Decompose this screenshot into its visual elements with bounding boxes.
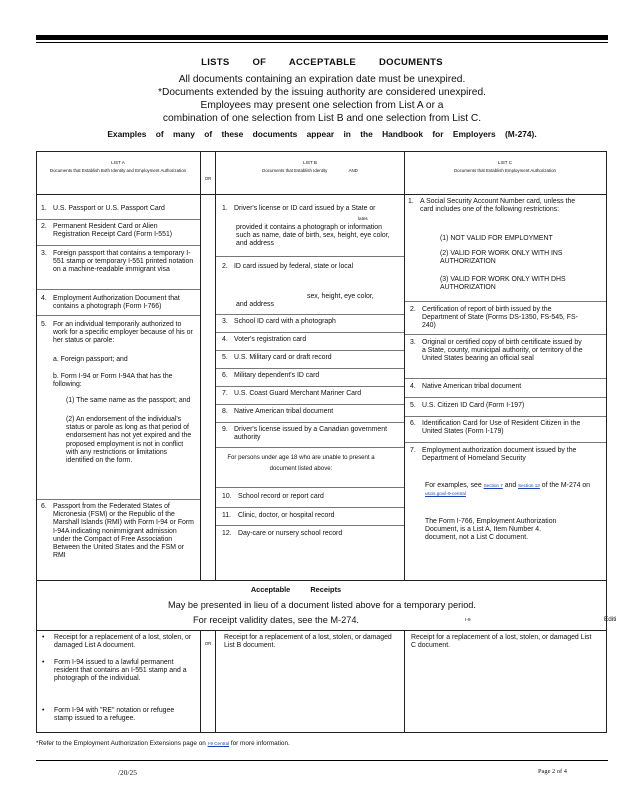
list-a-text: Employment Authorization Document that contains a photograph (Form I-766) [53,295,180,311]
receipt-a-3 [42,707,197,723]
list-b-text: Voter's registration card [234,336,307,343]
list-b-text: Driver's license issued by a Canadian government authority [234,426,387,442]
list-c-num: 2. [410,306,416,313]
list-b-sep [216,350,404,351]
intro-line-5: Examples of many of these documents appear in the Handbook for Employers (M-274). [107,129,537,139]
list-c-restriction-3: (3) VALID FOR WORK ONLY WITH DHS AUTHORIZATION [440,276,566,292]
list-b-item-2-cont: sex, height, eye color, [307,293,374,300]
list-a-item-5a: a. Foreign passport; and [53,356,128,363]
list-b-item-1 [222,205,400,213]
list-c-sep [405,378,606,379]
list-c-examples-text: For examples, see [425,482,482,489]
receipt-a-text: Form I-94 issued to a lawful permanent resident that contains an I-551 stamp and a photograph of the individual. [54,659,187,683]
list-b-text: Native American tribal document [234,408,334,415]
list-c-m274-text: of the M-274 on [541,482,591,489]
list-a-sep [37,245,200,246]
list-a-sep [37,315,200,316]
list-b-num: 9. [222,426,228,433]
list-c-num: 3. [410,339,416,346]
list-b-item-5 [222,354,400,362]
list-b-num: 3. [222,318,228,325]
bullet-icon: • [42,707,45,714]
list-c-num: 7. [410,447,416,454]
list-c-item-6 [410,420,602,436]
list-b-text: School ID card with a photograph [234,318,336,325]
list-c-text: A Social Security Account Number card, unless the card includes one of the following restrictions: [420,198,576,214]
list-a-item-5b2: (2) An endorsement of the individual's status or parole as long as that period of endorsement has not yet expired and the proposed employment is not in conflict with any restrictions or limitations identified on the form. [66,416,192,465]
receipt-a-1 [42,634,197,650]
list-c-item-7 [410,447,602,463]
list-a-text: Foreign passport that contains a temporary I-551 stamp or temporary I-551 printed notation on a machine-readable immigrant visa [53,250,194,274]
list-b-sep [216,447,404,448]
list-c-sep [405,301,606,302]
list-b-item-1-cont: provided it contains a photograph or information such as name, date of birth, sex, height, eye color, and address [236,224,390,248]
list-c-header [410,160,600,174]
list-b-sep [216,487,404,488]
list-b-text: Clinic, doctor, or hospital record [238,512,335,519]
receipts-title: Acceptable Receipts [250,585,342,594]
receipts-line-2: For receipt validity dates, see the M-274. [193,615,359,625]
list-a-item-4 [41,295,196,311]
list-a-text: For an individual temporarily authorized to work for a specific employer because of his or her status or parole: [53,321,193,345]
list-b-num: 7. [222,390,228,397]
list-c-text: Identification Card for Use of Resident Citizen in the United States (Form I-179) [422,420,581,436]
divider-a [200,151,201,580]
list-a-subtitle: Documents that Establish Both Identity and Employment Authorization [49,168,187,173]
list-b-text: ID card issued by federal, state or local [234,263,354,270]
list-a-sep [37,219,200,220]
list-c-item-5 [410,402,602,410]
list-c-item-3 [410,339,602,364]
list-b-item-10 [222,493,400,501]
list-a-text: Passport from the Federated States of Micronesia (FSM) or the Republic of the Marshall Islands (RMI) with Form I-94 or Form I-94A indicating nonimmigrant admission under the Compact of Free Association Between the United States and the FSM or RMI [53,503,194,560]
list-b-text: U.S. Military card or draft record [234,354,332,361]
list-b-item-4 [222,336,400,344]
list-a-item-5 [41,321,196,346]
intro-line-1: All documents containing an expiration date must be unexpired. [178,74,466,85]
list-c-item-1 [408,198,604,214]
list-b-sep [216,368,404,369]
or-label: OR [204,176,212,181]
list-b-item-3 [222,318,400,326]
list-c-sep [405,416,606,417]
intro-line-2: *Documents extended by the issuing authority are considered unexpired. [158,87,486,98]
list-b-num: 1. [222,205,228,212]
i9-central-link[interactable]: uscis.gov/i-9-central [425,491,466,497]
receipts-rule-mid [36,630,607,631]
list-b-sep [216,314,404,315]
list-c-sep [405,442,606,443]
list-b-subtitle: Documents that Establish Identity [262,168,328,173]
top-rule-thin [36,42,608,43]
bullet-icon: • [42,659,45,666]
list-b-num: 4. [222,336,228,343]
footer-rule [36,760,608,761]
refer-pre: *Refer to the Employment Authorization Extensions page on [36,740,206,747]
list-b-item-2-cont2: and address [236,301,274,308]
list-b-item-2 [222,263,400,271]
form-i9-tag: I-9 [465,618,471,623]
receipt-a-text: Form I-94 with "RE" notation or refugee stamp issued to a refugee. [54,707,175,723]
list-b-item-9 [222,426,400,442]
list-c-sep [405,397,606,398]
list-c-title: LIST C [497,160,513,165]
list-a-sep [37,289,200,290]
list-b-item-8 [222,408,400,416]
page-title: LISTS OF ACCEPTABLE DOCUMENTS [201,57,443,68]
column-header-rule [36,194,607,195]
list-c-item-2 [410,306,602,331]
refer-post: for more information. [230,740,290,747]
list-b-item-7 [222,390,400,398]
list-c-and-text: and [504,482,517,489]
list-b-sep [216,422,404,423]
footer-date: /20/25 [118,768,137,777]
intro-line-3: Employees may present one selection from List A or a [200,100,444,111]
section-13-link[interactable]: Section 13 [518,483,540,488]
list-b-item-1-fragment: lates [358,216,368,221]
list-c-item-4 [410,383,602,391]
list-a-header [40,160,196,174]
list-c-item-7-note: The Form I-766, Employment Authorization Document, is a List A, Item Number 4. document, not a List C document. [425,518,557,542]
list-c-num: 4. [410,383,416,390]
list-a-item-5b1: (1) The same name as the passport; and [66,397,191,404]
receipt-a-2 [42,659,197,684]
list-b-num: 8. [222,408,228,415]
list-b-sep [216,386,404,387]
list-b-num: 2. [222,263,228,270]
list-b-sep [216,507,404,508]
divider-a2 [215,151,216,580]
list-a-num: 5. [41,321,47,328]
i9-central-refer-link[interactable]: I-9 Central [207,741,230,746]
list-b-text: Day-care or nursery school record [238,530,343,537]
list-c-text: Original or certified copy of birth certificate issued by a State, county, municipal authority, or territory of the United States bearing an official seal [422,339,583,363]
list-c-num: 6. [410,420,416,427]
list-b-sep [216,404,404,405]
list-b-text: School record or report card [238,493,324,500]
list-a-item-2 [41,223,196,239]
and-label: AND [348,168,358,173]
list-c-text: Certification of report of birth issued by the Department of State (Forms DS-1350, FS-545, FS-240) [422,306,578,330]
list-b-sep [216,525,404,526]
list-b-num: 6. [222,372,228,379]
top-rule-thick [36,35,608,40]
list-b-num: 11. [222,512,232,519]
list-b-num: 10. [222,493,232,500]
list-b-text: U.S. Coast Guard Merchant Mariner Card [234,390,362,397]
receipt-a-text: Receipt for a replacement of a lost, stolen, or damaged List A document. [54,634,192,650]
list-c-subtitle: Documents that Establish Employment Authorization [453,168,556,173]
section-7-link[interactable]: Section 7 [483,483,503,488]
list-b-text: Military dependent's ID card [234,372,320,379]
intro-line-4: combination of one selection from List B and one selection from List C. [162,113,482,124]
divider-b [404,151,405,580]
receipt-c: Receipt for a replacement of a lost, stolen, or damaged List C document. [411,634,592,650]
list-c-text: Native American tribal document [422,383,522,390]
list-c-item-7-examples [425,482,601,498]
list-a-num: 1. [41,205,47,212]
list-b-item-11 [222,512,400,520]
bullet-icon: • [42,634,45,641]
receipts-rule-top [36,580,607,581]
list-a-num: 3. [41,250,47,257]
list-c-sep [405,334,606,335]
list-a-item-5b: b. Form I-94 or Form I-94A that has the following: [53,373,173,389]
list-b-header [220,160,400,174]
list-a-item-6 [41,503,196,560]
receipts-line-1: May be presented in lieu of a document listed above for a temporary period. [168,600,476,610]
list-b-num: 12. [222,530,232,537]
list-b-sep [216,332,404,333]
list-a-title: LIST A [111,160,125,165]
list-b-item-12 [222,530,400,538]
footer-page: Page 2 of 4 [538,768,567,775]
list-b-title: LIST B [303,160,317,165]
list-a-text: U.S. Passport or U.S. Passport Card [53,205,165,212]
list-a-sep [37,499,200,500]
list-b-item-6 [222,372,400,380]
list-c-restriction-2: (2) VALID FOR WORK ONLY WITH INS AUTHORIZATION [440,250,563,266]
list-a-num: 4. [41,295,47,302]
list-c-text: U.S. Citizen ID Card (Form I-197) [422,402,525,409]
list-b-text: Driver's license or ID card issued by a State or [234,205,376,212]
list-c-restriction-1: (1) NOT VALID FOR EMPLOYMENT [440,235,553,242]
receipt-or-label: OR [204,641,212,646]
list-b-num: 5. [222,354,228,361]
list-a-item-3 [41,250,196,275]
list-b-minors-note: For persons under age 18 who are unable to present a document listed above: [227,454,375,472]
refer-note [36,740,290,747]
receipt-b: Receipt for a replacement of a lost, stolen, or damaged List B document. [224,634,392,650]
list-c-num: 5. [410,402,416,409]
receipt-divider-b [404,630,405,733]
list-a-text: Permanent Resident Card or Alien Registration Receipt Card (Form I-551) [53,223,173,239]
list-b-sep [216,256,404,257]
list-a-num: 2. [41,223,47,230]
edition-label: Editi [604,616,617,623]
list-a-num: 6. [41,503,47,510]
list-c-num: 1. [408,198,414,205]
list-c-text: Employment authorization document issued by the Department of Homeland Security [422,447,577,463]
list-a-item-1 [41,205,196,213]
